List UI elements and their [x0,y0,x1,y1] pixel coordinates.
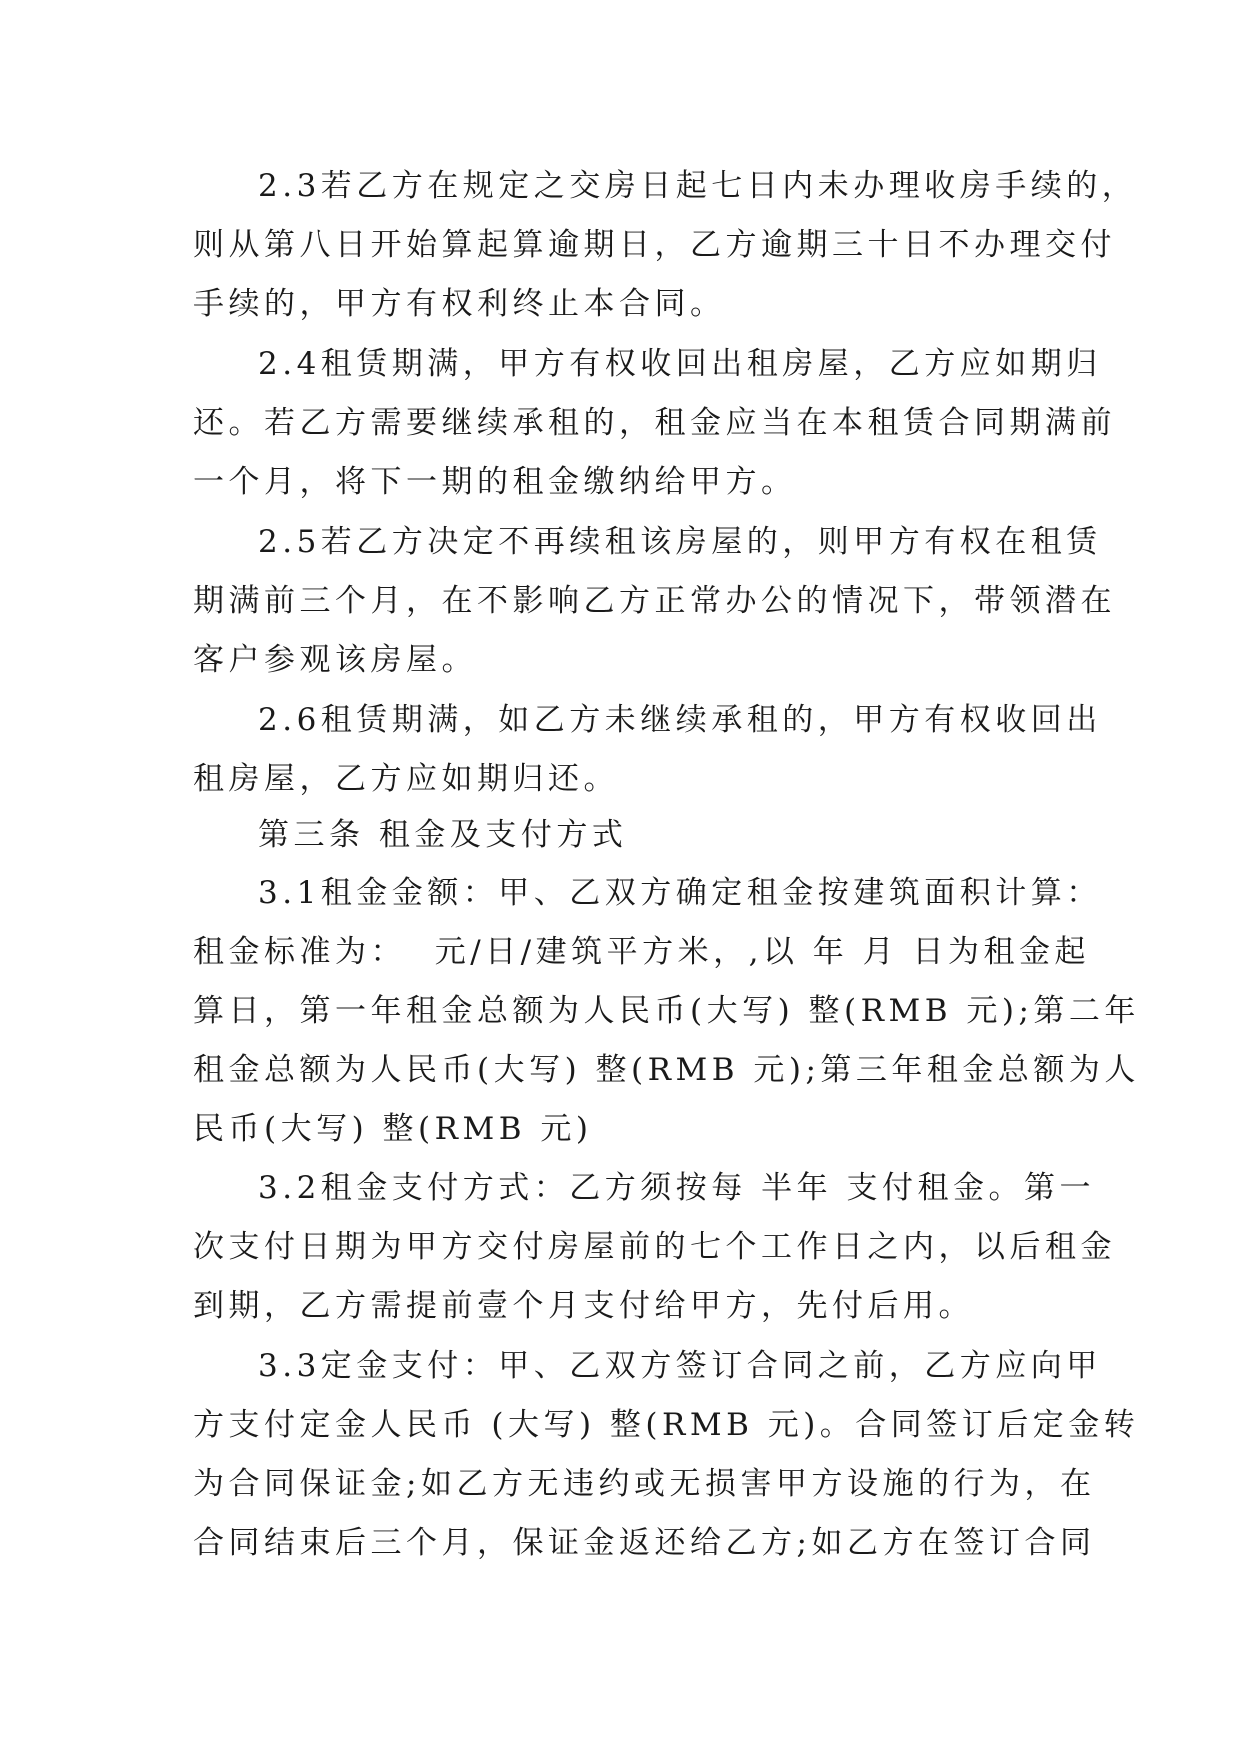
text-line: 2.4租赁期满，甲方有权收回出租房屋，乙方应如期归 [258,346,1102,382]
text-line: 一个月，将下一期的租金缴纳给甲方。 [193,464,797,500]
text-line: 2.5若乙方决定不再续租该房屋的，则甲方有权在租赁 [258,524,1102,560]
text-line: 到期，乙方需提前壹个月支付给甲方，先付后用。 [193,1288,974,1324]
text-line: 租房屋，乙方应如期归还。 [193,761,619,797]
text-line: 租金标准为： 元/日/建筑平方米，,以 年 月 日为租金起 [193,934,1091,970]
text-line: 还。若乙方需要继续承租的，租金应当在本租赁合同期满前 [193,405,1116,441]
text-line: 3.1租金金额：甲、乙双方确定租金按建筑面积计算： [258,875,1102,911]
text-line: 次支付日期为甲方交付房屋前的七个工作日之内，以后租金 [193,1229,1116,1265]
text-line: 算日，第一年租金总额为人民币(大写) 整(RMB 元);第二年 [193,993,1140,1029]
text-line: 民币(大写) 整(RMB 元) [193,1111,593,1147]
text-line: 合同结束后三个月，保证金返还给乙方;如乙方在签订合同 [193,1525,1096,1561]
text-line: 期满前三个月，在不影响乙方正常办公的情况下，带领潜在 [193,583,1116,619]
text-line: 3.2租金支付方式：乙方须按每 半年 支付租金。第一 [258,1170,1096,1206]
text-line: 2.3若乙方在规定之交房日起七日内未办理收房手续的， [258,168,1138,204]
text-line: 2.6租赁期满，如乙方未继续承租的，甲方有权收回出 [258,702,1102,738]
text-line: 3.3定金支付：甲、乙双方签订合同之前，乙方应向甲 [258,1348,1102,1384]
text-line: 手续的，甲方有权利终止本合同。 [193,286,726,322]
text-line: 为合同保证金;如乙方无违约或无损害甲方设施的行为，在 [193,1466,1096,1502]
text-line: 租金总额为人民币(大写) 整(RMB 元);第三年租金总额为人 [193,1052,1140,1088]
text-line: 方支付定金人民币 (大写) 整(RMB 元)。合同签订后定金转 [193,1407,1140,1443]
text-line: 客户参观该房屋。 [193,642,477,678]
text-line: 则从第八日开始算起算逾期日，乙方逾期三十日不办理交付 [193,227,1116,263]
section-heading: 第三条 租金及支付方式 [258,817,628,853]
